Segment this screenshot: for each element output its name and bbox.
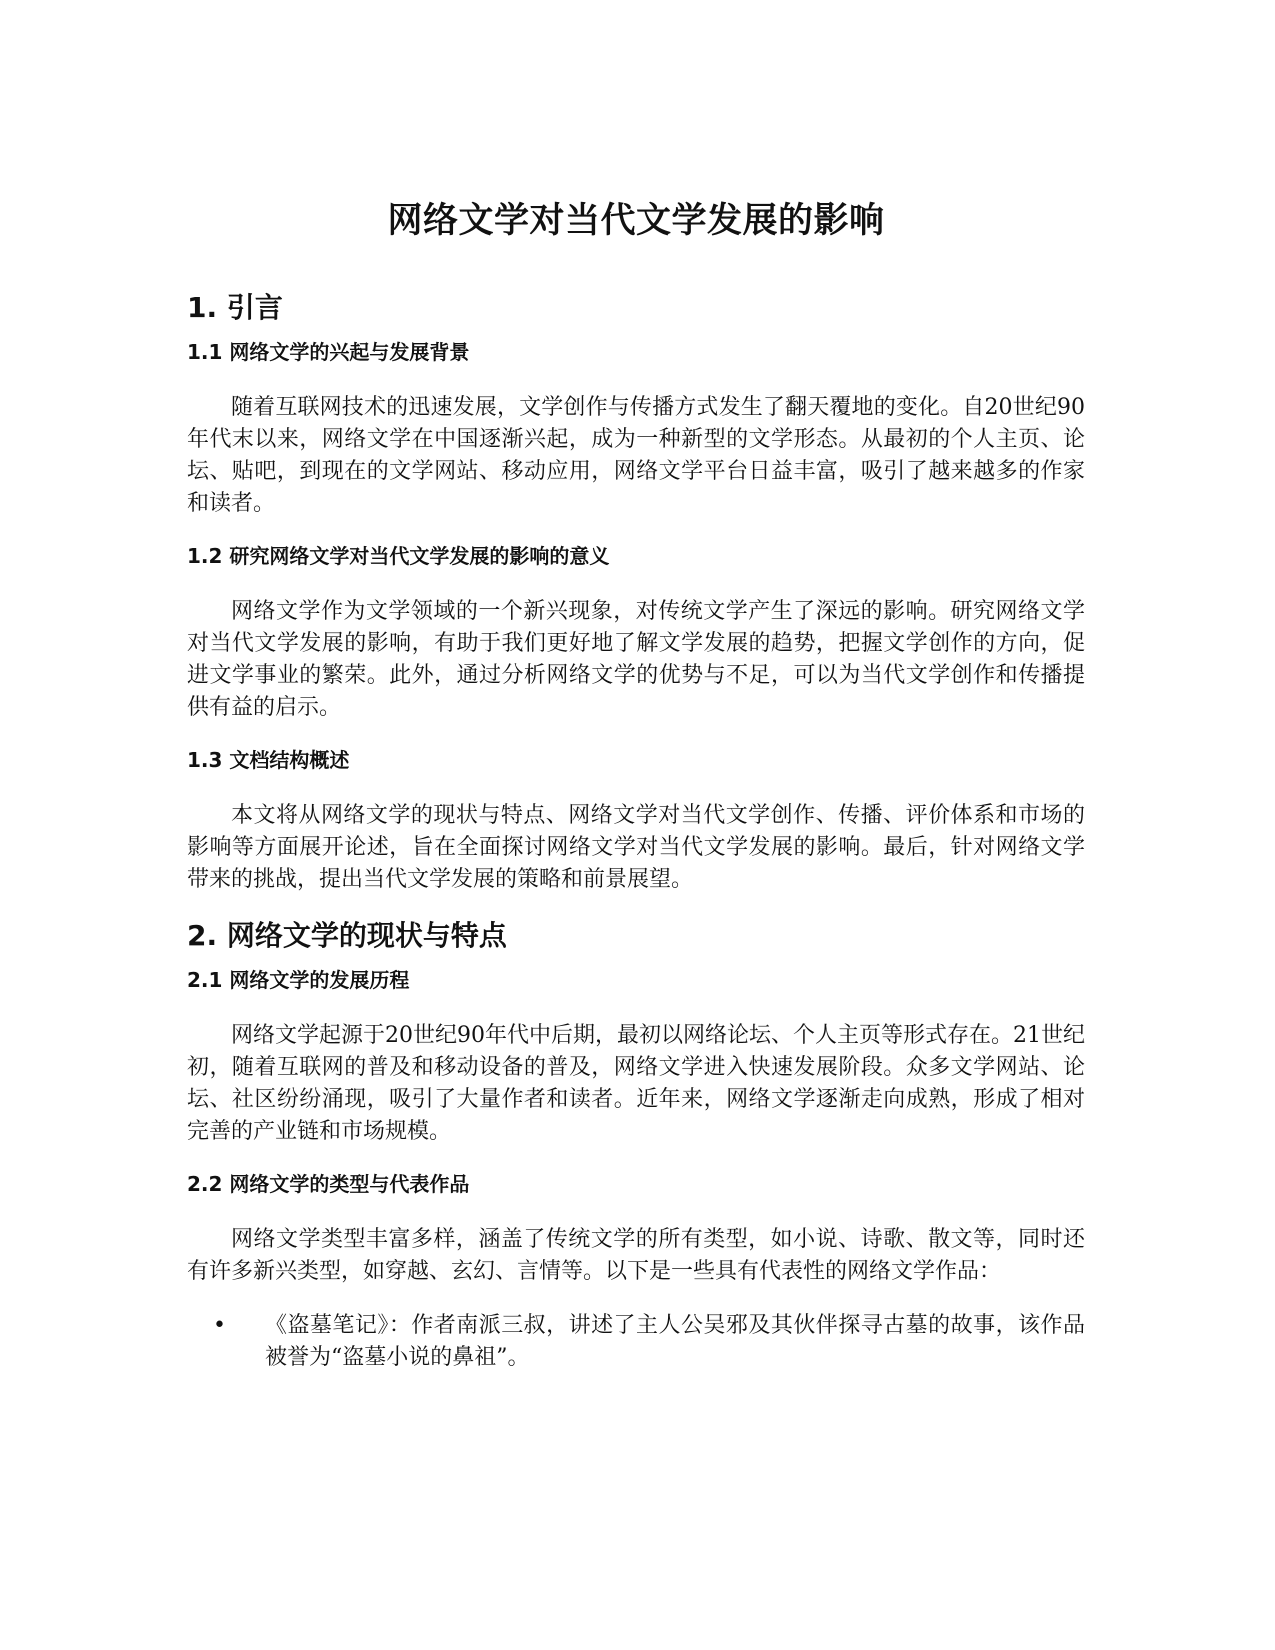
list-item — [187, 1310, 1085, 1374]
bullet-icon: • — [213, 1313, 226, 1338]
document-title: 网络文学对当代文学发展的影响 — [387, 201, 885, 241]
section-heading: 1. 引言 — [187, 291, 283, 324]
paragraph: 网络文学起源于20世纪90年代中后期，最初以网络论坛、个人主页等形式存在。21世纪初，随着互联网的普及和移动设备的普及，网络文学进入快速发展阶段。众多文学网站、论坛、社区纷纷涌现，吸引了大量作者和读者。近年来，网络文学逐渐走向成熟，形成了相对完善的产业链和市场规模。 — [187, 1023, 1085, 1144]
subsection-heading: 1.2 研究网络文学对当代文学发展的影响的意义 — [187, 544, 610, 568]
paragraph: 本文将从网络文学的现状与特点、网络文学对当代文学创作、传播、评价体系和市场的影响等方面展开论述，旨在全面探讨网络文学对当代文学发展的影响。最后，针对网络文学带来的挑战，提出当代文学发展的策略和前景展望。 — [187, 803, 1085, 892]
subsection-heading: 2.2 网络文学的类型与代表作品 — [187, 1172, 470, 1196]
works-list — [187, 1310, 1085, 1374]
paragraph: 随着互联网技术的迅速发展，文学创作与传播方式发生了翻天覆地的变化。自20世纪90年代末以来，网络文学在中国逐渐兴起，成为一种新型的文学形态。从最初的个人主页、论坛、贴吧，到现在的文学网站、移动应用，网络文学平台日益丰富，吸引了越来越多的作家和读者。 — [187, 395, 1085, 516]
paragraph: 网络文学作为文学领域的一个新兴现象，对传统文学产生了深远的影响。研究网络文学对当代文学发展的影响，有助于我们更好地了解文学发展的趋势，把握文学创作的方向，促进文学事业的繁荣。此外，通过分析网络文学的优势与不足，可以为当代文学创作和传播提供有益的启示。 — [187, 599, 1085, 720]
paragraph: 网络文学类型丰富多样，涵盖了传统文学的所有类型，如小说、诗歌、散文等，同时还有许多新兴类型，如穿越、玄幻、言情等。以下是一些具有代表性的网络文学作品： — [187, 1227, 1085, 1284]
section-status-and-features — [187, 918, 1085, 1374]
document-content — [187, 196, 1085, 1374]
section-introduction — [187, 290, 1085, 896]
list-item-text: 《盗墓笔记》：作者南派三叔，讲述了主人公吴邪及其伙伴探寻古墓的故事，该作品被誉为“盗墓小说的鼻祖”。 — [265, 1313, 1085, 1370]
subsection-heading: 1.1 网络文学的兴起与发展背景 — [187, 340, 470, 364]
subsection-heading: 2.1 网络文学的发展历程 — [187, 968, 410, 992]
section-heading: 2. 网络文学的现状与特点 — [187, 919, 507, 952]
subsection-heading: 1.3 文档结构概述 — [187, 748, 350, 772]
